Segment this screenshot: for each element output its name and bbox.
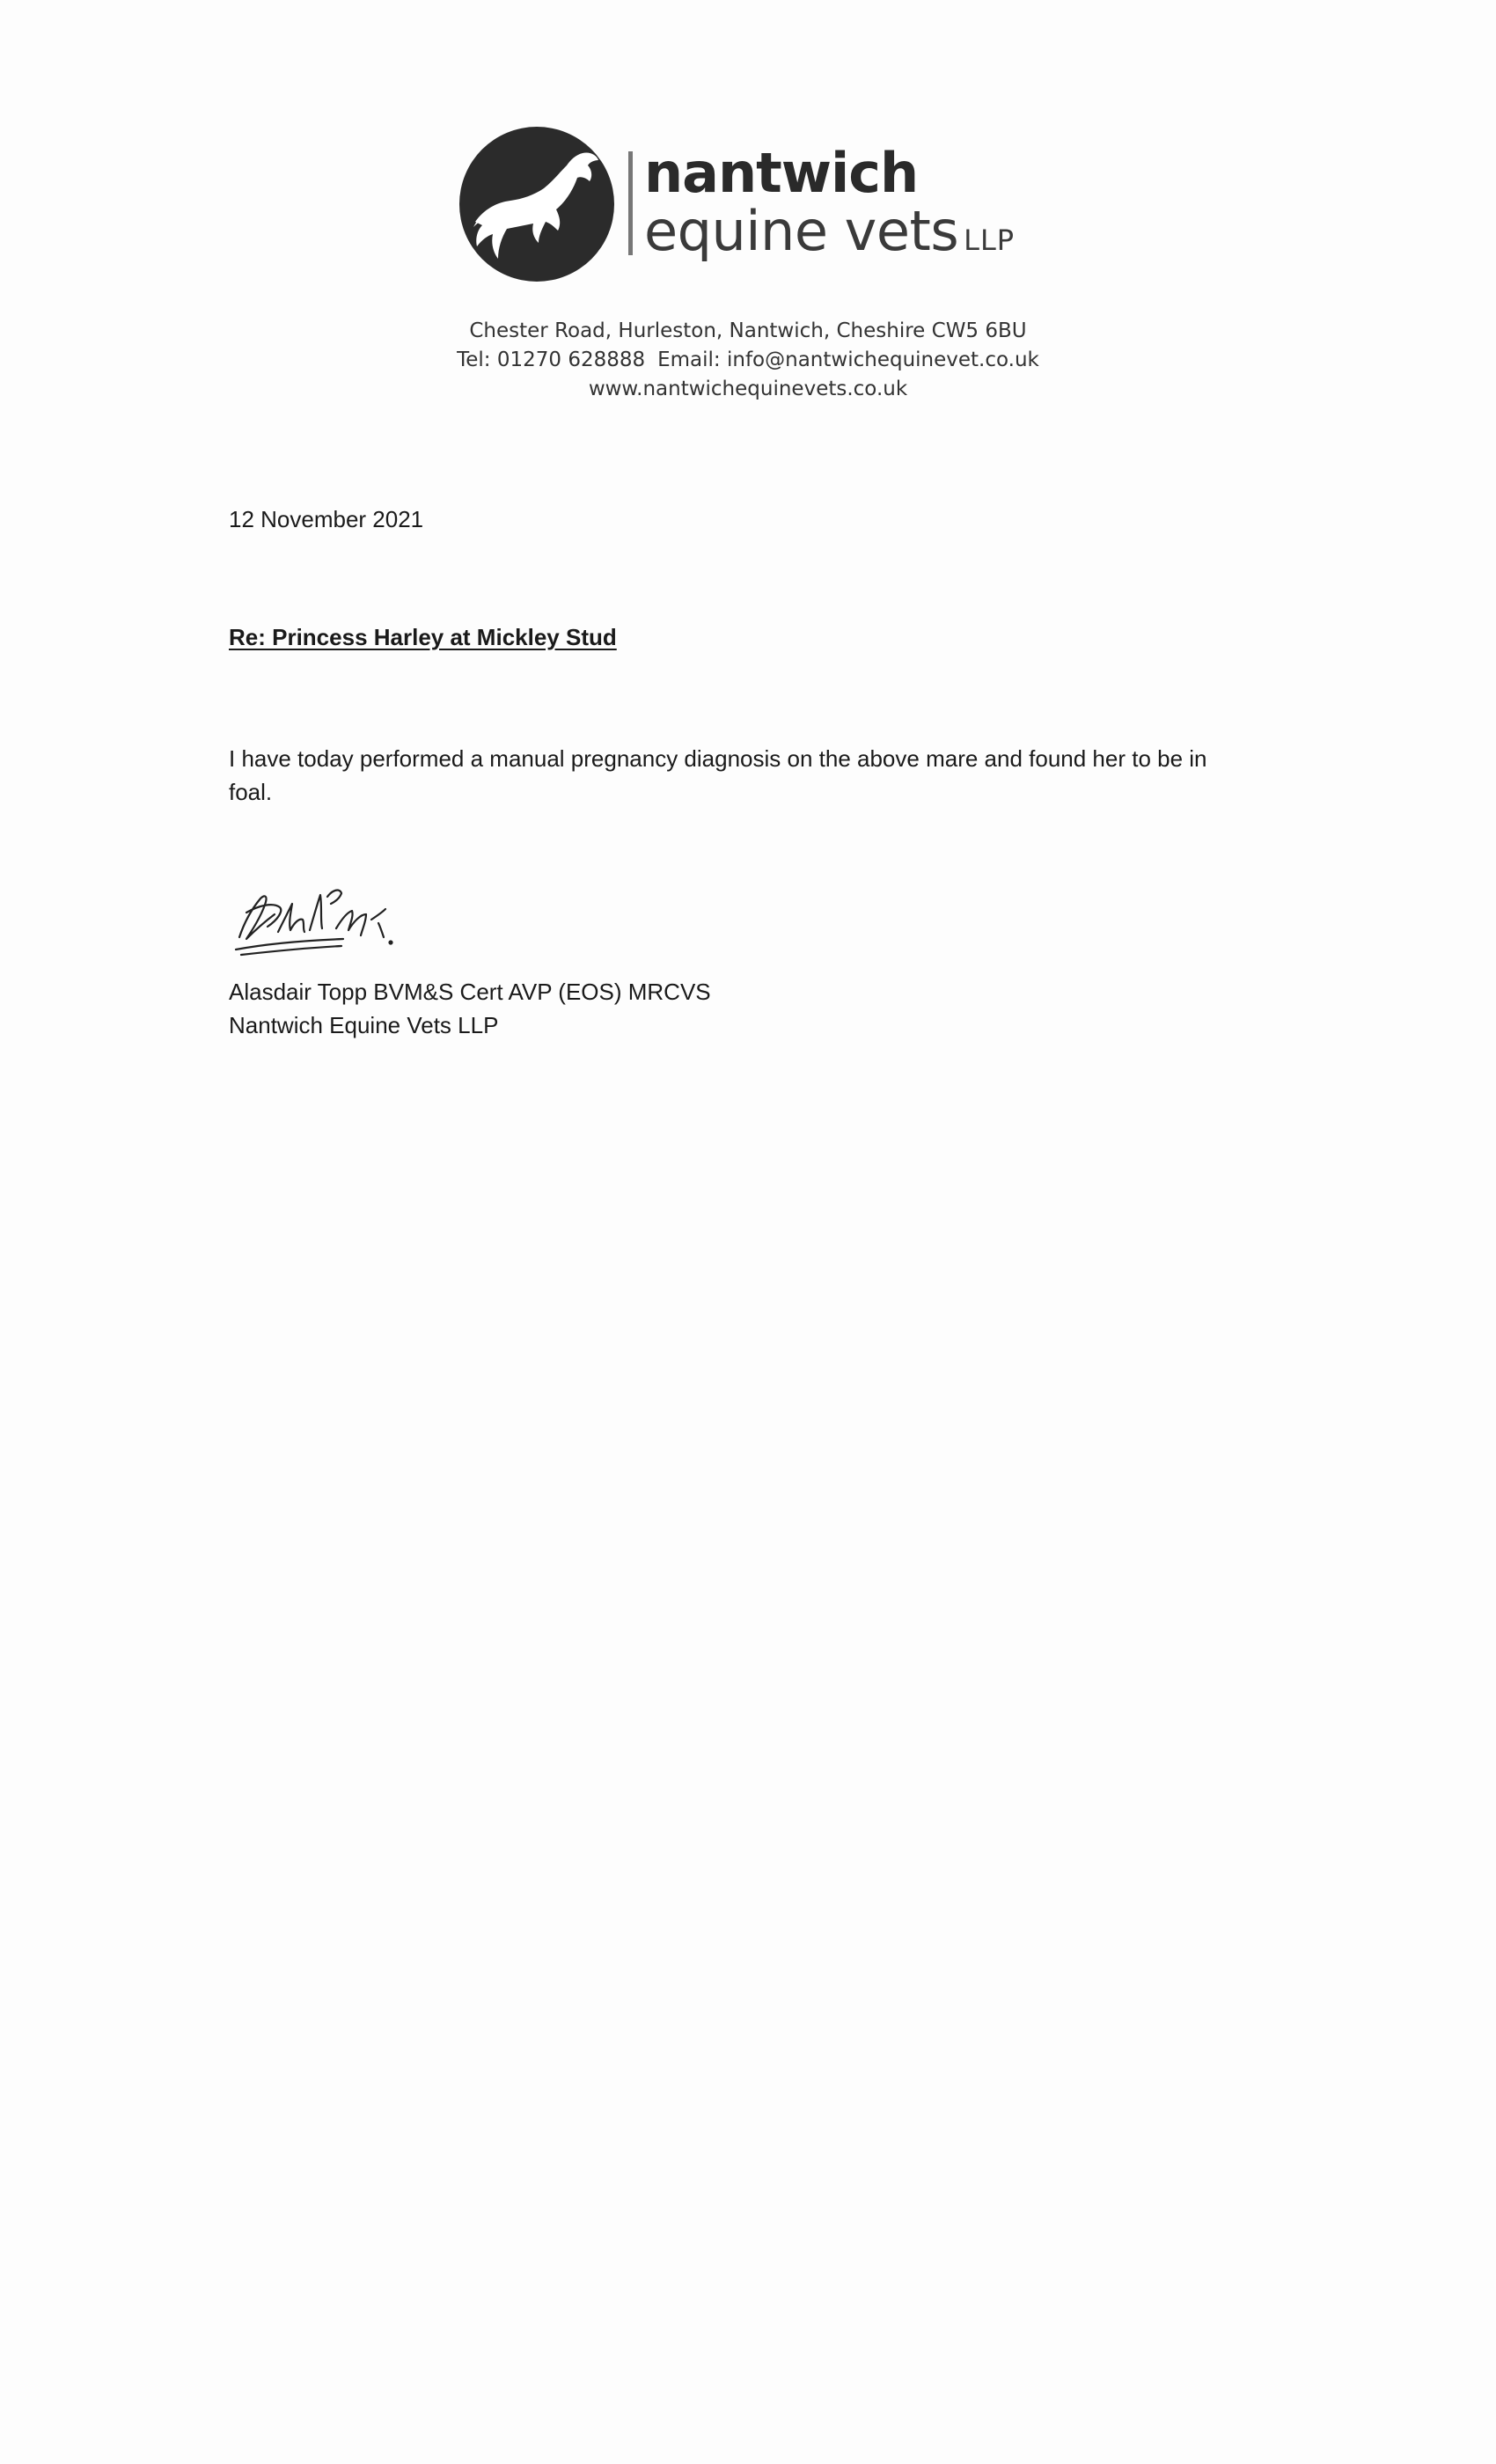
letter-date: 12 November 2021	[229, 506, 424, 532]
address-block	[0, 317, 1496, 404]
handwritten-signature	[229, 869, 405, 965]
signatory-practice: Nantwich Equine Vets LLP	[229, 1012, 499, 1038]
jumping-horse-icon	[458, 125, 616, 283]
brand-sub-text: equine vets	[644, 199, 959, 263]
brand-subtitle	[644, 199, 1016, 263]
brand-name: nantwich	[644, 141, 919, 205]
telephone: Tel: 01270 628888	[457, 348, 646, 371]
contact-line	[0, 346, 1496, 375]
practice-logo	[458, 121, 1056, 284]
website-link[interactable]: www.nantwichequinevets.co.uk	[588, 378, 908, 400]
logo-divider	[628, 151, 633, 255]
letter-paragraph: I have today performed a manual pregnancy diagnosis on the above mare and found her to be in foal.	[229, 745, 1207, 805]
email-address[interactable]: Email: info@nantwichequinevet.co.uk	[657, 348, 1039, 371]
signatory-name: Alasdair Topp BVM&S Cert AVP (EOS) MRCVS	[229, 979, 711, 1005]
brand-suffix: LLP	[964, 224, 1016, 257]
sign-off	[229, 975, 711, 1042]
postal-address: Chester Road, Hurleston, Nantwich, Cheshire CW5 6BU	[469, 319, 1027, 342]
letter-subject: Re: Princess Harley at Mickley Stud	[229, 624, 617, 650]
